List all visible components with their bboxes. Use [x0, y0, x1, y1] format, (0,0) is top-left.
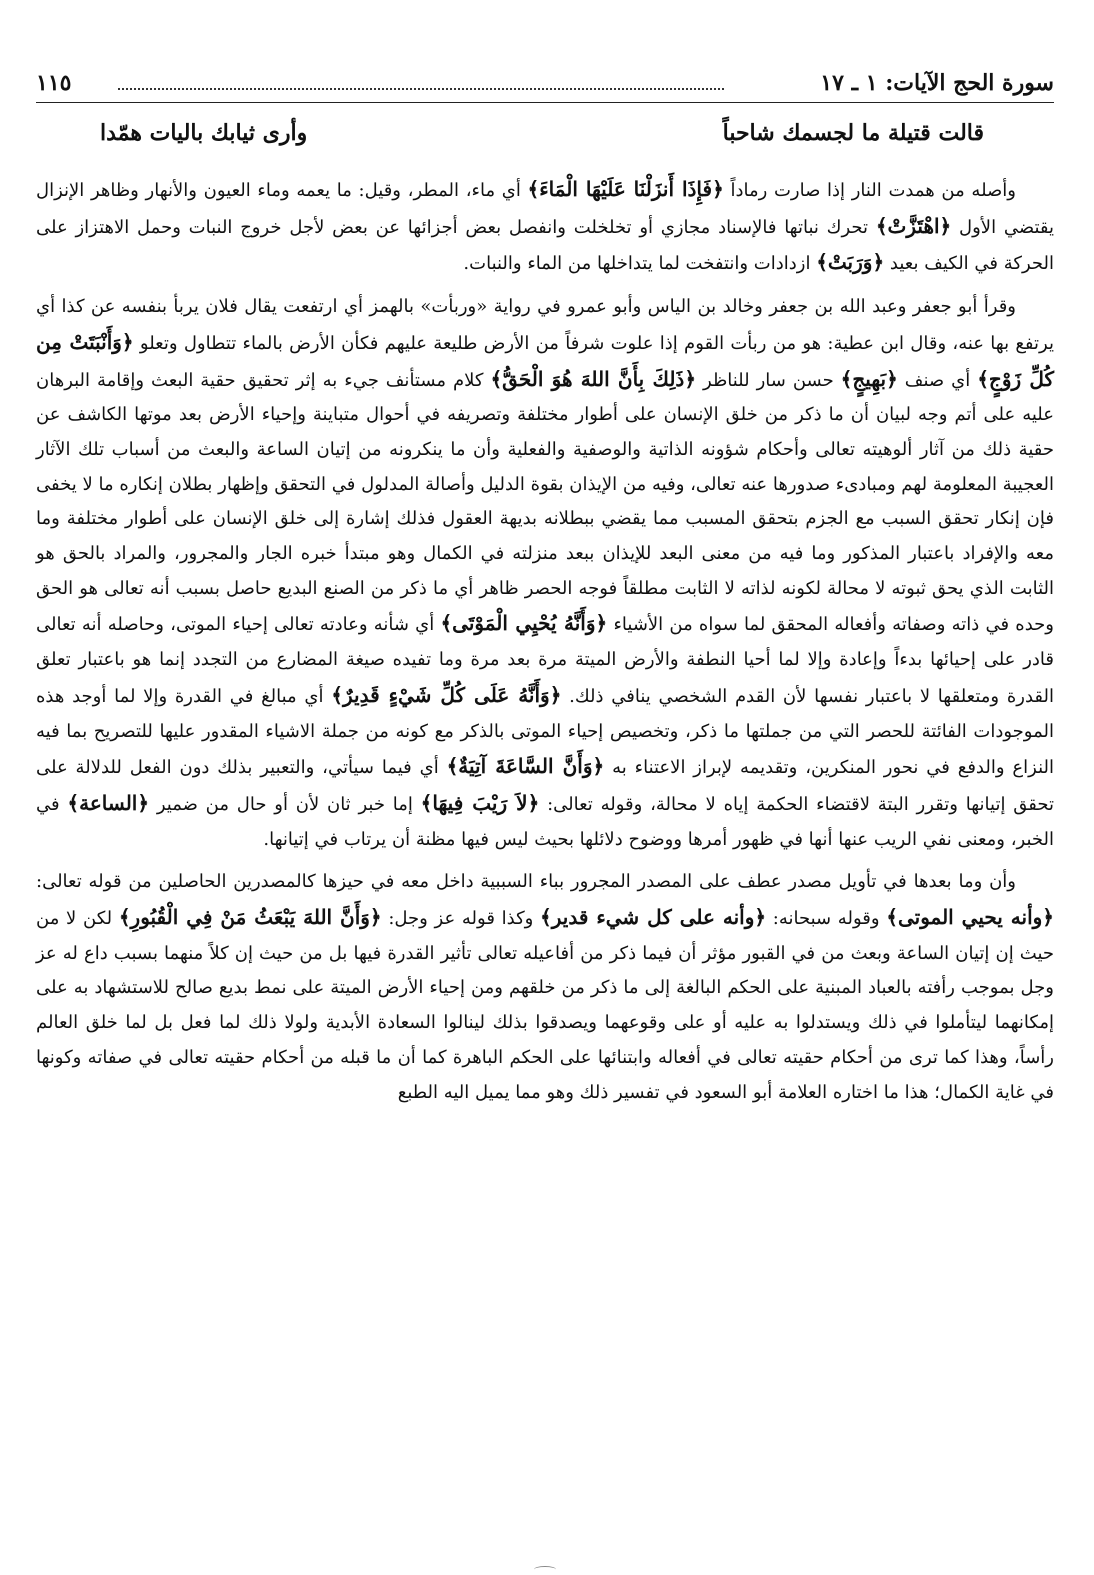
first-hemistich: قالت قتيلة ما لجسمك شاحباً — [722, 120, 984, 146]
quran-quote: ﴿لاَ رَيْبَ فِيهَا﴾ — [420, 790, 540, 815]
bottom-page-mark — [534, 1566, 556, 1573]
text-run: وأصله من همدت النار إذا صارت رماداً — [723, 180, 1017, 201]
quran-quote: ﴿وَأَنَّهُ يُحْيِي الْمَوْتَى﴾ — [440, 611, 608, 636]
surah-title: سورة الحج الآيات: ١ ـ ١٧ — [820, 70, 1054, 96]
quran-quote: ﴿بَهِيجٍ﴾ — [840, 366, 898, 391]
text-run: تحرك نباتها فالإسناد مجازي أو تخلخلت وانفصل بعض أجزائها عن بعض لأجل خروج النبات وحمل الاهتزاز على الحركة في الكيف بعيد — [36, 216, 1054, 275]
quran-quote: ﴿وَأَنَّهُ عَلَى كُلِّ شَيْءٍ قَدِيرٌ﴾ — [331, 682, 562, 707]
quran-quote: ﴿وَأَنَّ السَّاعَةَ آتِيَةٌ﴾ — [446, 754, 605, 779]
text-run: إما خبر ثان لأن أو حال من ضمير — [149, 793, 421, 815]
quran-quote: ﴿فَإِذَا أَنزَلْنَا عَلَيْهَا الْمَاءَ﴾ — [527, 177, 724, 201]
leader-dots — [118, 88, 724, 90]
page-number: ١١٥ — [36, 70, 72, 96]
text-run: أي صنف — [897, 369, 978, 391]
quran-quote: ﴿الساعة﴾ — [67, 790, 150, 815]
text-run: أي فيما سيأتي، والتعبير بذلك دون الفعل للدلالة على تحقق إتيانها وتقرر البتة لاقتضاء الحكمة إياه لا محالة، وقوله تعالى: — [36, 757, 1054, 815]
text-run: وأن وما بعدها في تأويل مصدر عطف على المصدر المجرور بباء السببية داخل معه في حيزها كالمصدرين الحاصلين من قوله تعالى: — [36, 871, 1016, 893]
paragraph-3 — [36, 865, 1054, 1110]
paragraph-1 — [36, 172, 1054, 282]
text-run: أي مبالغ في القدرة وإلا لما أوجد هذه الموجودات الفائتة للحصر التي من جملتها ما ذكر، وتخصيص إحياء الموتى بالذكر مع كونه من جملة الاشياء المقدور عليها للتصريح بما فيه النزاع والدفع في نحور المنكرين، وتقديمه لإبراز الاعتناء به — [36, 685, 1055, 779]
second-hemistich: وأرى ثيابك باليات همّدا — [100, 120, 308, 146]
text-run: في الخبر، ومعنى نفي الريب عنها أنها في ظهور أمرها ووضوح دلائلها بحيث ليس فيها مظنة أن يرتاب في إتيانها. — [36, 793, 1054, 850]
text-run: ازدادات وانتفخت لما يتداخلها من الماء والنبات. — [463, 253, 817, 275]
text-run: لكن لا من حيث إن إتيان الساعة وبعث من في القبور مؤثر أن فيما ذكر من أفاعيله تعالى تأثير القدرة فيها بل من حيث إن كلاً منهما بسبب داع له عز وجل بموجب رأفته بالعباد المبنية على الحكم البالغة إلى ما ذكر من خلقهم ومن إحياء الأرض الميتة على نمط بديع صالح للاستشهاد به على إمكانهما ليتأملوا في ذلك ويستدلوا به عليه أو على وقوعهما ويصدقوا بذلك لينالوا السعادة الأبدية ولولا ذلك لما فعل بل لما خلق العالم رأساً، وهذا كما ترى من أحكام حقيته تعالى في أفعاله وابتنائها على الحكم الباهرة كما أن ما قبله من أحكام حقيته تعالى في صفاته وكونها في غاية الكمال؛ هذا ما اختاره العلامة أبو السعود في تفسير ذلك وهو مما يميل اليه الطبع — [36, 908, 1054, 1103]
poetry-verse — [100, 120, 984, 164]
paragraph-2 — [36, 290, 1054, 857]
quran-quote: ﴿وَرَبَتْ﴾ — [816, 250, 885, 275]
quran-quote: ﴿ذَلِكَ بِأَنَّ اللهَ هُوَ الْحَقُّ﴾ — [490, 366, 697, 391]
quran-quote: ﴿وَأَنَّ اللهَ يَبْعَثُ مَنْ فِي الْقُبُورِ﴾ — [118, 905, 382, 930]
quran-quote: ﴿وأنه يحيي الموتى﴾ — [886, 905, 1054, 930]
quran-quote: ﴿اهْتَزَّتْ﴾ — [875, 213, 952, 238]
text-run: حسن سار للناظر — [696, 369, 841, 391]
text-run: وكذا قوله عز وجل: — [381, 908, 541, 930]
text-run: أي شأنه وعادته تعالى إحياء الموتى، وحاصله أنه تعالى قادر على إحيائها بدءاً وإعادة وإلا لما أحيا النطفة والأرض الميتة مرة بعد مرة وما تفيده صيغة المضارع من التجدد إنما هو باعتبار تعلق القدرة ومتعلقها لا باعتبار نفسها لأن القدم الشخصي ينافي ذلك. — [36, 614, 1054, 707]
text-run: وقرأ أبو جعفر وعبد الله بن جعفر وخالد بن الياس وأبو عمرو في رواية «وربأت» بالهمز أي ارتفعت يقال فلان يربأ بنفسه عن كذا أي يرتفع بها عنه، وقال ابن عطية: هو من ربأت القوم إذا علوت شرفاً من الأرض طليعة عليهم فكأن الأرض بالماء تتطاول وتعلو — [36, 296, 1054, 354]
commentary-text — [36, 172, 1054, 1110]
text-run: كلام مستأنف جيء به إثر تحقيق حقية البعث وإقامة البرهان عليه على أتم وجه لبيان أن ما ذكر من خلق الإنسان على أطوار مختلفة وتصريفه في أحوال متباينة وإحياء الأرض بعد موتها الكاشف عن حقية ذلك من آثار ألوهيته تعالى وأحكام شؤونه الذاتية والوصفية والفعلية وأن ما ينكرونه من إتيان الساعة والبعث من أسباب تلك الآثار العجيبة المعلومة لهم ومبادىء صدورها عنه تعالى، وفيه من الإيذان بقوة الدليل وأصالة المدلول في التحقق وإظهار بطلان إنكاره ما لا يخفى فإن إنكار تحقق السبب مع الجزم بتحقق المسبب مما يقضي ببطلانه بديهة العقول فذلك إشارة إلى خلق الإنسان على أطوار مختلفة وما معه والإفراد باعتبار المذكور وما فيه من معنى البعد للإيذان ببعد منزلته في الكمال وهو مبتدأ خبره الجار والمجرور، والمراد بالحق هو الثابت الذي يحق ثبوته لا محالة لكونه لذاته لا الثابت مطلقاً فوجه الحصر ظاهر أي ما ذكر من الصنع البديع حاصل بسبب أنه تعالى هو الحق وحده في ذاته وصفاته وأفعاله المحقق لما سواه من الأشياء — [36, 369, 1054, 636]
text-run: أي ماء، المطر، وقيل: ما يعمه وماء العيون والأنهار وظاهر الإنزال يقتضي الأول — [36, 180, 1054, 238]
quran-quote: ﴿وَأَنْبَتَتْ مِن كُلِّ زَوْجٍ﴾ — [36, 329, 1055, 391]
text-run: وقوله سبحانه: — [766, 908, 887, 930]
running-header — [36, 62, 1054, 103]
quran-quote: ﴿وأنه على كل شيء قدير﴾ — [540, 905, 767, 930]
